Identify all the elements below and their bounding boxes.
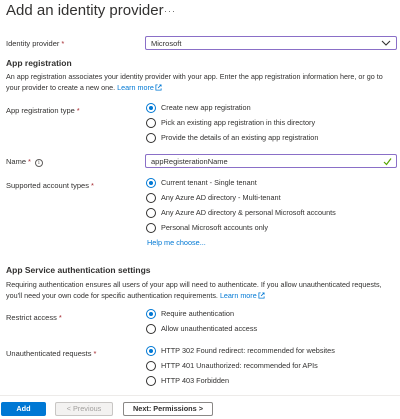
app-registration-learn-more-link[interactable]: Learn more — [117, 83, 162, 92]
radio-button[interactable] — [146, 324, 156, 334]
radio-button[interactable] — [146, 309, 156, 319]
app-registration-heading: App registration — [6, 58, 72, 68]
name-input[interactable] — [145, 154, 397, 168]
radio-button[interactable] — [146, 346, 156, 356]
app-registration-description: An app registration associates your identity provider with your app. Enter the app registration information here, or go to your provider to create a new one. Learn more — [6, 72, 383, 92]
name-label: Name * i — [6, 157, 43, 167]
radio-create-new-app-registration[interactable]: Create new app registration — [146, 102, 251, 113]
app-registration-type-label: App registration type * — [6, 106, 80, 115]
page-title: Add an identity provider — [6, 2, 164, 19]
radio-multi-tenant[interactable]: Any Azure AD directory - Multi-tenant — [146, 192, 281, 203]
help-me-choose-link[interactable]: Help me choose... — [147, 238, 206, 247]
radio-button[interactable] — [146, 103, 156, 113]
footer-bar — [0, 395, 400, 419]
radio-button[interactable] — [146, 376, 156, 386]
radio-button[interactable] — [146, 178, 156, 188]
radio-button[interactable] — [146, 208, 156, 218]
supported-account-types-label: Supported account types * — [6, 181, 94, 190]
next-permissions-button[interactable]: Next: Permissions > — [123, 402, 213, 416]
radio-button[interactable] — [146, 223, 156, 233]
radio-button[interactable] — [146, 118, 156, 128]
radio-http-302[interactable]: HTTP 302 Found redirect: recommended for websites — [146, 345, 335, 356]
previous-button[interactable]: < Previous — [55, 402, 113, 416]
radio-http-403[interactable]: HTTP 403 Forbidden — [146, 375, 229, 386]
radio-http-401[interactable]: HTTP 401 Unauthorized: recommended for APIs — [146, 360, 318, 371]
radio-require-authentication[interactable]: Require authentication — [146, 308, 234, 319]
radio-button[interactable] — [146, 361, 156, 371]
restrict-access-label: Restrict access * — [6, 313, 62, 322]
info-icon[interactable]: i — [35, 159, 43, 167]
identity-provider-label: Identity provider * — [6, 39, 65, 48]
add-button[interactable]: Add — [1, 402, 46, 416]
more-options-icon[interactable]: ··· — [164, 6, 176, 16]
auth-settings-description: Requiring authentication ensures all users of your app will need to authenticate. If you allow unauthenticated requests, you'll need your own code for specific authentication requirements. Learn more — [6, 280, 382, 300]
radio-button[interactable] — [146, 193, 156, 203]
external-link-icon — [155, 84, 162, 91]
radio-single-tenant[interactable]: Current tenant - Single tenant — [146, 177, 257, 188]
radio-personal-only[interactable]: Personal Microsoft accounts only — [146, 222, 268, 233]
radio-pick-existing-app-registration[interactable]: Pick an existing app registration in this directory — [146, 117, 315, 128]
radio-allow-unauthenticated[interactable]: Allow unauthenticated access — [146, 323, 257, 334]
auth-settings-learn-more-link[interactable]: Learn more — [220, 291, 265, 300]
chevron-down-icon — [381, 39, 391, 47]
name-input-value: appRegisterationName — [151, 157, 228, 166]
unauthenticated-requests-label: Unauthenticated requests * — [6, 349, 97, 358]
checkmark-icon — [383, 157, 392, 166]
radio-button[interactable] — [146, 133, 156, 143]
identity-provider-dropdown[interactable] — [145, 36, 397, 50]
identity-provider-value: Microsoft — [151, 39, 182, 48]
radio-provide-existing-details[interactable]: Provide the details of an existing app registration — [146, 132, 318, 143]
auth-settings-heading: App Service authentication settings — [6, 265, 151, 275]
external-link-icon — [258, 292, 265, 299]
radio-multi-tenant-personal[interactable]: Any Azure AD directory & personal Microsoft accounts — [146, 207, 336, 218]
